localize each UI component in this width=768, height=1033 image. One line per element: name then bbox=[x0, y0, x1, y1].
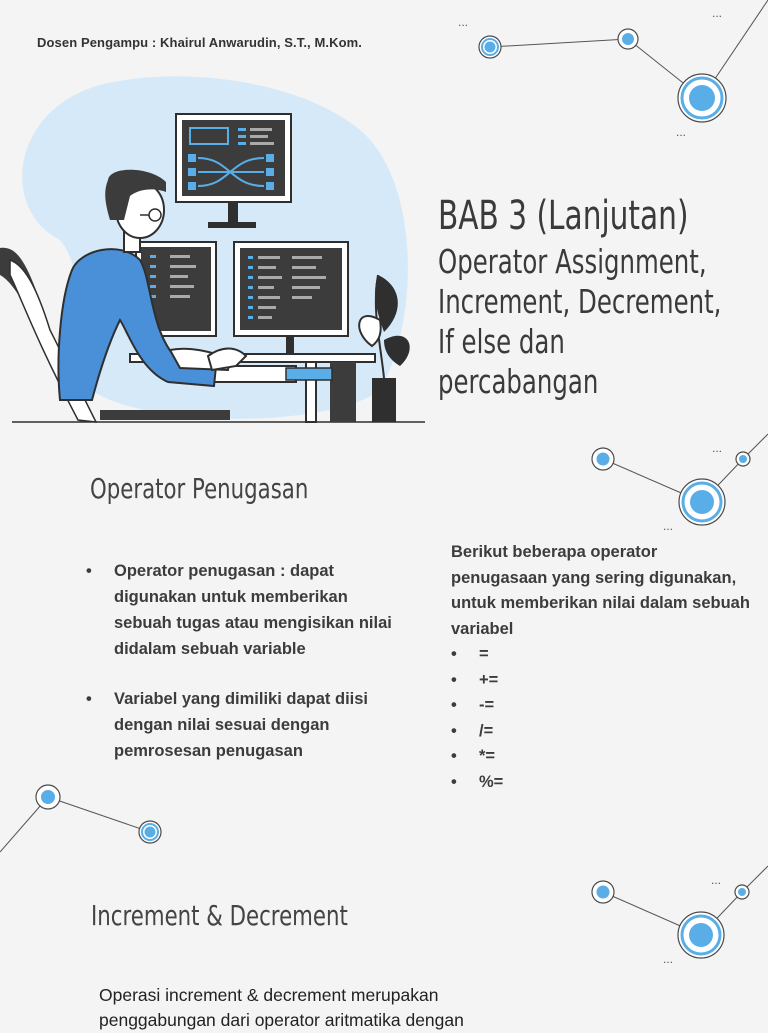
operator-list-panel bbox=[451, 540, 751, 795]
bullet-icon: • bbox=[86, 690, 92, 708]
operator-item: • /= bbox=[451, 719, 751, 745]
svg-text:...: ... bbox=[663, 952, 674, 966]
svg-text:...: ... bbox=[711, 873, 722, 887]
list-item bbox=[86, 686, 406, 764]
bullet-icon: • bbox=[86, 562, 92, 580]
subtitle-line: Operator Assignment, bbox=[438, 242, 707, 281]
operator-description-list bbox=[86, 558, 406, 788]
section-heading-operator-penugasan: Operator Penugasan bbox=[90, 472, 309, 505]
svg-text:...: ... bbox=[712, 6, 723, 20]
programmer-at-desk-illustration bbox=[0, 70, 430, 430]
chapter-title: BAB 3 (Lanjutan) bbox=[438, 193, 689, 239]
svg-text:...: ... bbox=[663, 519, 674, 533]
operator-item: • %= bbox=[451, 770, 751, 796]
subtitle-line: If else dan bbox=[438, 322, 565, 361]
svg-text:...: ... bbox=[458, 15, 469, 29]
operator-intro-text: Berikut beberapa operator penugasaan yang sering digunakan, untuk memberikan nilai dalam sebuah variabel bbox=[451, 543, 750, 638]
list-item-text: Operator penugasan : dapat digunakan untuk memberikan sebuah tugas atau mengisikan nilai didalam sebuah variable bbox=[114, 562, 392, 658]
subtitle-line: Increment, Decrement, bbox=[438, 282, 722, 321]
network-decoration-top bbox=[450, 0, 768, 145]
chapter-subtitle bbox=[438, 242, 721, 402]
svg-text:...: ... bbox=[676, 125, 687, 139]
network-decoration-bottom bbox=[580, 862, 768, 967]
increment-description: Operasi increment & decrement merupakan penggabungan dari operator aritmatika dengan bbox=[99, 985, 464, 1030]
network-decoration-middle bbox=[580, 430, 768, 535]
section-heading-increment-decrement: Increment & Decrement bbox=[91, 899, 348, 932]
operator-item: • = bbox=[451, 642, 751, 668]
lecturer-name: Dosen Pengampu : Khairul Anwarudin, S.T., M.Kom. bbox=[37, 35, 363, 50]
subtitle-line: percabangan bbox=[438, 362, 599, 401]
operator-item: • -= bbox=[451, 693, 751, 719]
bullet-icon: • bbox=[451, 645, 457, 663]
bullet-icon: • bbox=[451, 772, 457, 791]
list-item bbox=[86, 558, 406, 662]
bullet-icon: • bbox=[451, 696, 457, 714]
list-item-text: Variabel yang dimiliki dapat diisi dengan nilai sesuai dengan pemrosesan penugasan bbox=[114, 690, 369, 760]
bullet-icon: • bbox=[451, 721, 457, 740]
bullet-icon: • bbox=[451, 670, 457, 689]
bullet-icon: • bbox=[451, 747, 457, 765]
network-decoration-left bbox=[0, 780, 170, 855]
svg-text:...: ... bbox=[712, 441, 723, 455]
operator-item: • *= bbox=[451, 744, 751, 770]
operator-item: • += bbox=[451, 668, 751, 694]
